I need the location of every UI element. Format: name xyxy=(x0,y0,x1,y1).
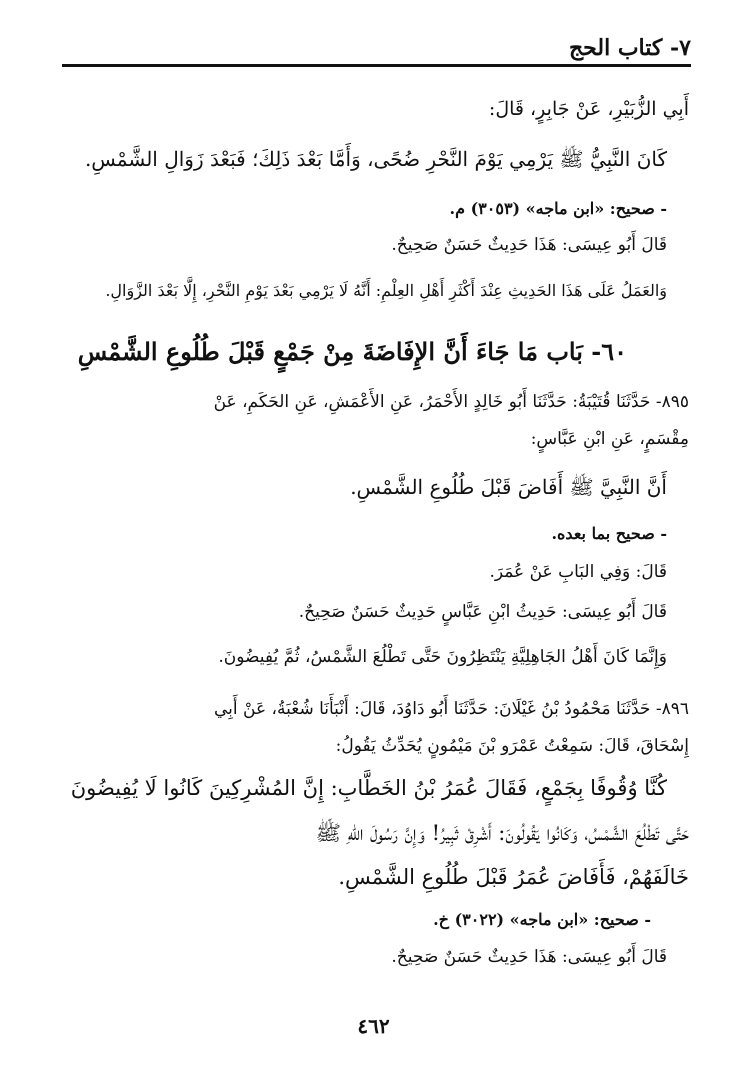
commentary-line: قَالَ أَبُو عِيسَى: حَدِيثُ ابْنِ عَبَّاسٍ حَدِيثٌ حَسَنٌ صَحِيحٌ. xyxy=(298,602,667,622)
header-rule xyxy=(62,64,691,67)
commentary-line: وَإِنَّمَا كَانَ أَهْلُ الجَاهِلِيَّةِ يَنْتَظِرُونَ حَتَّى تَطْلُعَ الشَّمْسُ، ثُمَّ يُفِيضُونَ. xyxy=(218,647,667,667)
hadith-text-line: حَتَّى تَطْلُعَ الشَّمْسُ، وَكَانُوا يَقُولُونَ: أَشْرِقْ ثَبِيرُ! وَإِنَّ رَسُولَ اللهِ ﷺ xyxy=(315,821,689,845)
commentary-line: قَالَ أَبُو عِيسَى: هَذَا حَدِيثٌ حَسَنٌ صَحِيحٌ. xyxy=(391,235,667,255)
isnad-line: ٨٩٦- حَدَّثَنَا مَحْمُودُ بْنُ غَيْلَانَ: حَدَّثَنَا أَبُو دَاوُدَ، قَالَ: أَنْبَأَنَا شُعْبَةُ، عَنْ أَبِي xyxy=(214,699,689,719)
grading-note: - صحيح: «ابن ماجه» (٣٠٥٣) م. xyxy=(449,199,667,218)
hadith-text-line: أَنَّ النَّبِيَّ ﷺ أَفَاضَ قَبْلَ طُلُوعِ الشَّمْسِ. xyxy=(350,475,667,499)
commentary-line: وَالعَمَلُ عَلَى هَذَا الحَدِيثِ عِنْدَ أَكْثَرِ أَهْلِ العِلْمِ: أَنَّهُ لَا يَرْمِي بَعْدَ يَوْمِ النَّحْرِ، إِلَّا بَعْدَ الزَّوَالِ. xyxy=(105,281,667,300)
grading-note: - صحيح بما بعده. xyxy=(551,524,667,543)
isnad-line: إِسْحَاقَ، قَالَ: سَمِعْتُ عَمْرَو بْنَ مَيْمُونٍ يُحَدِّثُ يَقُولُ: xyxy=(335,736,689,756)
chapter-heading: ٦٠- بَاب مَا جَاءَ أَنَّ الإِفَاضَةَ مِنْ جَمْعٍ قَبْلَ طُلُوعِ الشَّمْسِ xyxy=(77,337,627,366)
hadith-text-line: خَالَفَهُمْ، فَأَفَاضَ عُمَرُ قَبْلَ طُلُوعِ الشَّمْسِ. xyxy=(338,865,689,889)
grading-note: - صحيح: «ابن ماجه» (٣٠٢٢) خ. xyxy=(433,910,651,929)
running-header-title: ٧- كتاب الحج xyxy=(568,35,691,61)
page-number: ٤٦٢ xyxy=(357,1014,390,1038)
commentary-line: قَالَ أَبُو عِيسَى: هَذَا حَدِيثٌ حَسَنٌ صَحِيحٌ. xyxy=(391,947,667,967)
text-line-1: أَبِي الزُّبَيْرِ، عَنْ جَابِرٍ، قَالَ: xyxy=(488,98,689,120)
hadith-text-line: كَانَ النَّبِيُّ ﷺ يَرْمِي يَوْمَ النَّحْرِ ضُحًى، وَأَمَّا بَعْدَ ذَلِكَ؛ فَبَعْدَ زَوَالِ الشَّمْسِ. xyxy=(84,147,667,171)
isnad-line: ٨٩٥- حَدَّثَنَا قُتَيْبَةُ: حَدَّثَنَا أَبُو خَالِدٍ الأَحْمَرُ، عَنِ الأَعْمَشِ، عَنِ الحَكَمِ، عَنْ xyxy=(213,392,689,412)
commentary-line: قَالَ: وَفِي البَابِ عَنْ عُمَرَ. xyxy=(489,562,667,582)
isnad-line: مِقْسَمٍ، عَنِ ابْنِ عَبَّاسٍ: xyxy=(530,429,689,449)
hadith-text-line: كُنَّا وُقُوفًا بِجَمْعٍ، فَقَالَ عُمَرُ بْنُ الخَطَّابِ: إِنَّ المُشْرِكِينَ كَانُوا لَا يُفِيضُونَ xyxy=(70,776,667,800)
